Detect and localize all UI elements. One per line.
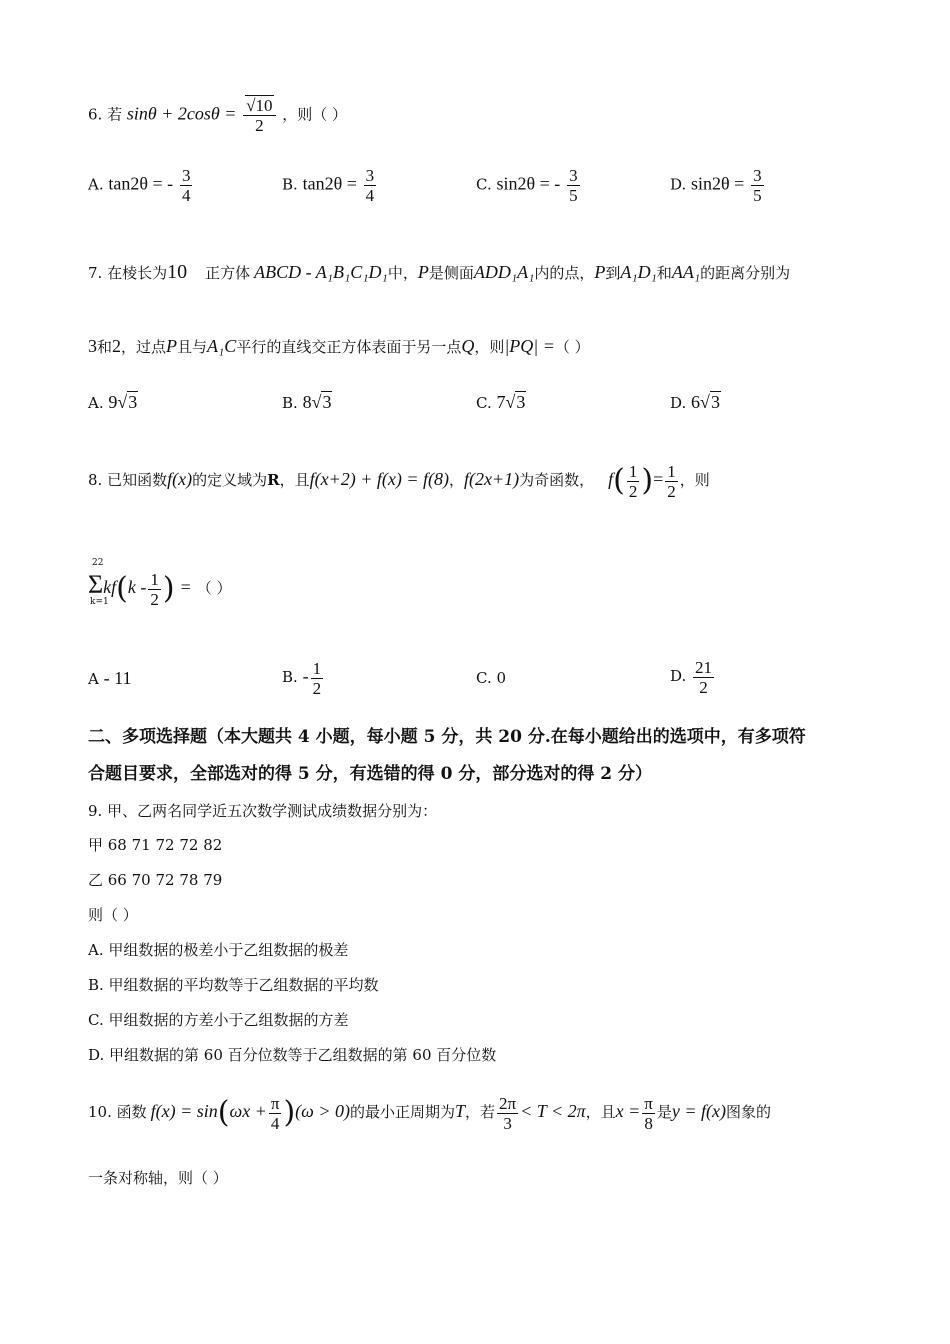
q9-option-d[interactable]: D. 甲组数据的第 60 百分位数等于乙组数据的第 60 百分位数 (88, 1046, 497, 1064)
q10-line1: 10. 函数 f(x) = sin(ωx + $\frac{\pi}{4}$ )(ω > 0)的最小正周期为T，若 $\frac{2\pi}{3}$ < T < 2π，且x = $\frac{\pi}{8}$ 是y = f(x)图象的 (88, 1093, 772, 1133)
q6-option-d[interactable]: D. sin2θ = $\frac{3}{5}$ (670, 166, 762, 205)
q6-fraction: $\frac{√10}{2}$ (243, 96, 275, 135)
q7-option-a[interactable]: A. 9√3 (88, 392, 138, 412)
q8-option-b[interactable]: B. - $\frac{1}{2}$ (282, 658, 322, 698)
q8-option-c[interactable]: C. 0 (476, 669, 507, 687)
q6-option-a[interactable]: A. tan2θ = - $\frac{3}{4}$ (88, 166, 191, 205)
q9-yi-data: 乙 66 70 72 78 79 (88, 871, 223, 889)
q9-ze: 则（ ） (88, 906, 138, 924)
q6-pre: 若 (107, 105, 123, 124)
q6-stem (88, 96, 347, 135)
sigma-symbol: Σ (88, 570, 104, 599)
q9-jia-data: 甲 68 71 72 72 82 (88, 836, 223, 854)
sum-upper: 22 (92, 558, 104, 568)
q8-option-a[interactable]: A - 11 (88, 668, 132, 688)
q6-equation: sinθ + 2cosθ = (126, 103, 237, 124)
q6-option-c[interactable]: C. sin2θ = - $\frac{3}{5}$ (476, 166, 578, 205)
q9-option-c[interactable]: C. 甲组数据的方差小于乙组数据的方差 (88, 1011, 349, 1029)
q7-option-c[interactable]: C. 7√3 (476, 392, 526, 412)
q7-option-b[interactable]: B. 8√3 (282, 392, 332, 412)
q9-stem: 9. 甲、乙两名同学近五次数学测试成绩数据分别为： (88, 802, 438, 820)
sum-lower: k=1 (90, 597, 109, 607)
section2-heading-line1: 二、多项选择题（本大题共 4 小题，每小题 5 分，共 20 分.在每小题给出的选项中，有多项符 (88, 727, 806, 747)
q8-option-d[interactable]: D. $\frac{21}{2}$ (670, 657, 713, 697)
q8-line1: 8. 已知函数f(x)的定义域为R，且f(x+2) + f(x) = f(8)，f(2x+1)为奇函数， f( $\frac{1}{2}$ )= $\frac{1}{2}$ ，则 (88, 461, 710, 501)
section2-heading-line2: 合题目要求，全部选对的得 5 分，有选错的得 0 分，部分选对的得 2 分） (88, 764, 652, 784)
q7-option-d[interactable]: D. 6√3 (670, 392, 720, 412)
q9-option-b[interactable]: B. 甲组数据的平均数等于乙组数据的平均数 (88, 976, 379, 994)
q6-option-b[interactable]: B. tan2θ = $\frac{3}{4}$ (282, 166, 375, 205)
q10-line2: 一条对称轴，则（ ） (88, 1169, 228, 1187)
q9-option-a[interactable]: A. 甲组数据的极差小于乙组数据的极差 (88, 941, 349, 959)
q6-number: 6. (88, 105, 103, 124)
q8-summation: Σkf(k - $\frac{1}{2}$ ) = （ ） (88, 569, 232, 609)
q7-line1: 7. 在棱长为10 正方体 ABCD - A₁B₁C₁D₁中，P是侧面ADD₁A₁内的点，P到A₁D₁和AA₁的距离分别为 (88, 261, 791, 283)
q6-post: ，则（ ） (282, 105, 348, 124)
q7-line2: 3和2，过点P且与A₁C平行的直线交正方体表面于另一点Q，则|PQ| =（ ） (88, 336, 590, 356)
